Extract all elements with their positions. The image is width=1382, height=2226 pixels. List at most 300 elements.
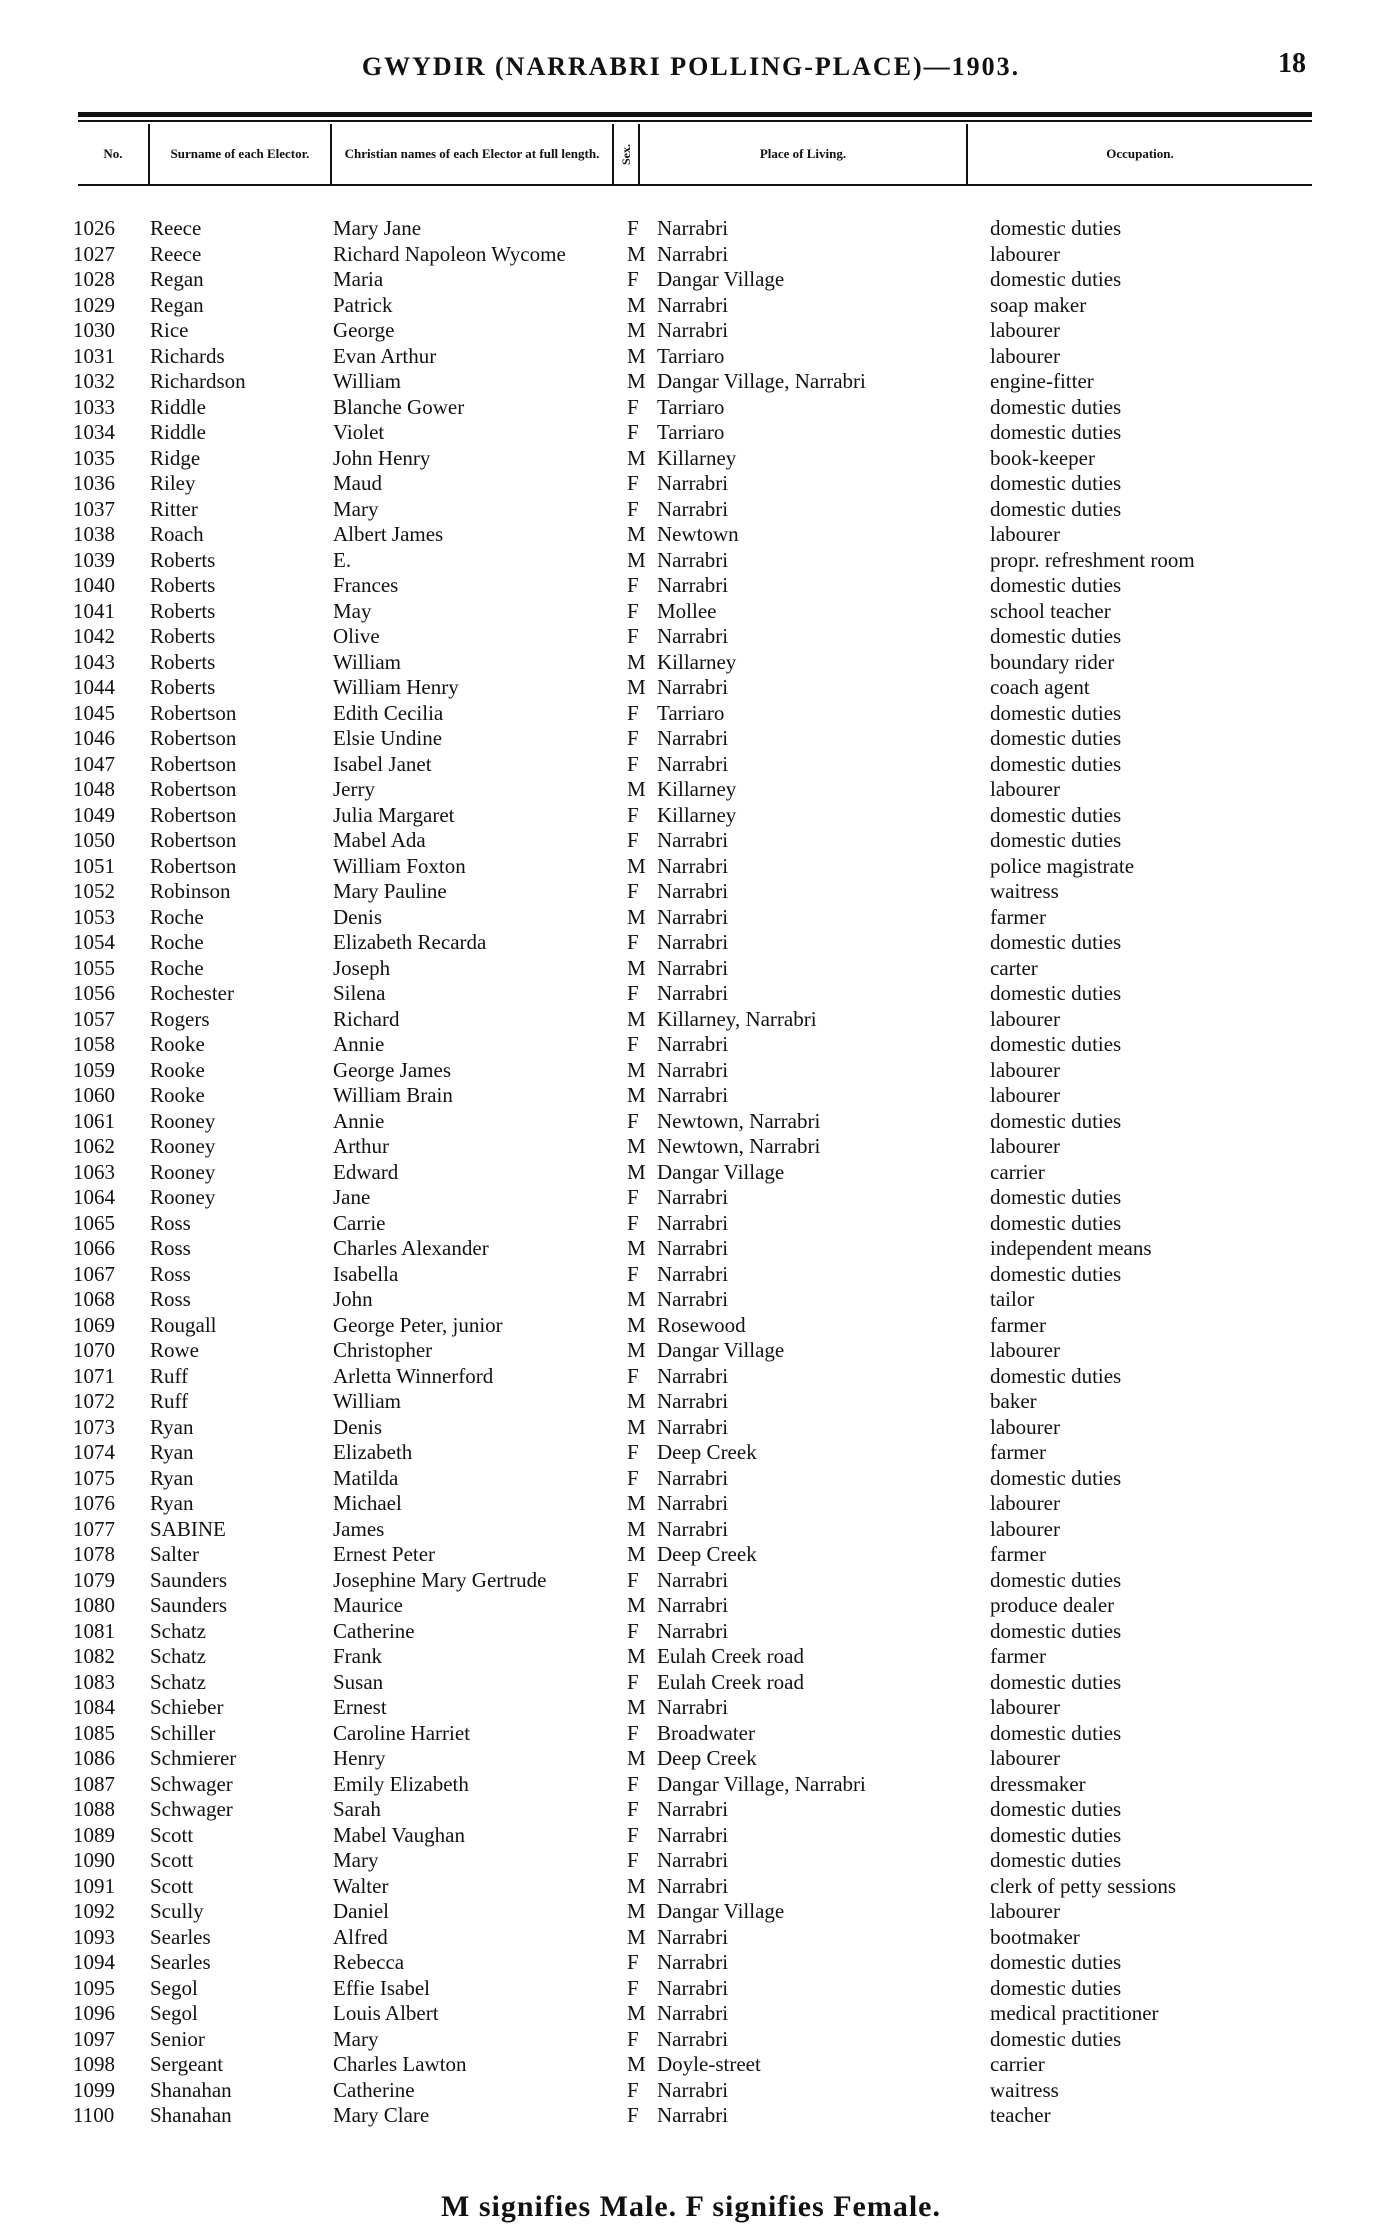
table-row (0, 267, 1382, 293)
elector-place: Mollee (657, 598, 717, 623)
elector-place: Dangar Village, Narrabri (657, 1771, 866, 1796)
elector-sex: F (627, 2026, 639, 2051)
elector-sex: M (627, 1491, 646, 1515)
elector-christian-names: Elsie Undine (333, 726, 443, 750)
elector-number: 1097 (73, 2026, 115, 2051)
elector-occupation: farmer (990, 1312, 1046, 1337)
elector-sex: M (627, 1542, 646, 1566)
elector-sex: F (627, 1363, 639, 1388)
elector-sex: M (627, 1006, 646, 1031)
elector-place: Narrabri (657, 1083, 729, 1107)
elector-place: Narrabri (657, 1873, 729, 1898)
elector-surname: Ross (150, 1210, 191, 1235)
elector-sex: M (627, 1159, 646, 1184)
elector-number: 1033 (73, 394, 115, 419)
elector-place: Dangar Village (657, 1159, 785, 1184)
elector-christian-names: Charles Lawton (333, 2052, 467, 2076)
elector-christian-names: Patrick (333, 292, 393, 317)
elector-number: 1091 (73, 1873, 115, 1898)
elector-sex: M (627, 1389, 646, 1413)
elector-number: 1049 (73, 802, 115, 827)
elector-christian-names: Josephine Mary Gertrude (333, 1567, 547, 1592)
elector-number: 1070 (73, 1338, 115, 1362)
elector-occupation: carrier (990, 1159, 1045, 1184)
table-row (0, 1746, 1382, 1772)
elector-sex: F (627, 624, 639, 648)
table-row (0, 522, 1382, 548)
elector-place: Deep Creek (657, 1542, 757, 1566)
elector-sex: F (627, 930, 639, 954)
elector-christian-names: Emily Elizabeth (333, 1771, 469, 1796)
elector-sex: M (627, 777, 646, 801)
elector-occupation: police magistrate (990, 853, 1135, 878)
elector-christian-names: Daniel (333, 1899, 389, 1923)
header-surname: Surname of each Elector. (170, 146, 310, 161)
elector-surname: Rowe (150, 1338, 199, 1362)
elector-number: 1081 (73, 1618, 115, 1643)
elector-christian-names: Jane (333, 1185, 371, 1209)
table-row (0, 318, 1382, 344)
elector-occupation: domestic duties (990, 828, 1122, 852)
elector-surname: Searles (150, 1950, 211, 1974)
elector-place: Narrabri (657, 1261, 729, 1286)
elector-number: 1085 (73, 1720, 115, 1745)
elector-surname: Richardson (150, 369, 246, 393)
table-row (0, 1185, 1382, 1211)
elector-occupation: domestic duties (990, 1822, 1122, 1847)
table-row (0, 548, 1382, 574)
elector-number: 1079 (73, 1567, 115, 1592)
elector-christian-names: Denis (333, 1414, 382, 1439)
elector-place: Narrabri (657, 1593, 729, 1617)
table-row (0, 828, 1382, 854)
elector-christian-names: George Peter, junior (333, 1312, 503, 1337)
table-row (0, 1287, 1382, 1313)
elector-occupation: domestic duties (990, 1848, 1122, 1872)
elector-place: Narrabri (657, 1975, 729, 2000)
table-row (0, 726, 1382, 752)
elector-sex: F (627, 394, 639, 419)
elector-place: Narrabri (657, 241, 729, 266)
table-row (0, 471, 1382, 497)
elector-christian-names: Charles Alexander (333, 1236, 489, 1260)
elector-number: 1084 (73, 1695, 115, 1719)
table-row (0, 1338, 1382, 1364)
elector-sex: F (627, 1720, 639, 1745)
elector-surname: Rooke (150, 1057, 205, 1082)
elector-sex: M (627, 649, 646, 674)
elector-christian-names: Jerry (333, 777, 375, 801)
elector-occupation: independent means (990, 1236, 1152, 1260)
elector-surname: Schiller (150, 1720, 216, 1745)
elector-sex: F (627, 1618, 639, 1643)
elector-christian-names: William Henry (333, 675, 459, 699)
elector-surname: Richards (150, 343, 225, 368)
header-occupation: Occupation. (1106, 146, 1174, 161)
elector-surname: Roberts (150, 624, 216, 648)
elector-sex: F (627, 1261, 639, 1286)
table-row (0, 1313, 1382, 1339)
elector-place: Narrabri (657, 853, 729, 878)
elector-occupation: teacher (990, 2103, 1051, 2127)
table-row (0, 1950, 1382, 1976)
table-row (0, 216, 1382, 242)
elector-christian-names: Elizabeth (333, 1440, 413, 1464)
elector-surname: Schatz (150, 1618, 206, 1643)
elector-sex: M (627, 2052, 646, 2076)
elector-occupation: produce dealer (990, 1593, 1115, 1617)
elector-surname: Segol (150, 2001, 198, 2025)
elector-surname: Riley (150, 471, 196, 495)
elector-place: Killarney (657, 802, 737, 827)
elector-surname: Searles (150, 1924, 211, 1949)
elector-occupation: baker (990, 1389, 1037, 1413)
elector-occupation: domestic duties (990, 1567, 1122, 1592)
elector-place: Narrabri (657, 1185, 729, 1209)
elector-occupation: labourer (990, 1083, 1060, 1107)
elector-surname: Ross (150, 1261, 191, 1286)
elector-sex: M (627, 2001, 646, 2025)
elector-christian-names: James (333, 1516, 385, 1541)
elector-sex: F (627, 1210, 639, 1235)
elector-surname: Robertson (150, 828, 237, 852)
elector-occupation: soap maker (990, 292, 1087, 317)
elector-sex: M (627, 318, 646, 342)
elector-surname: Shanahan (150, 2103, 232, 2127)
elector-occupation: waitress (990, 2077, 1059, 2102)
elector-number: 1082 (73, 1644, 115, 1668)
table-row (0, 1823, 1382, 1849)
header-no: No. (103, 146, 123, 161)
elector-place: Narrabri (657, 1618, 729, 1643)
elector-sex: F (627, 1797, 639, 1821)
elector-christian-names: Denis (333, 904, 382, 929)
elector-surname: Schatz (150, 1669, 206, 1694)
elector-sex: M (627, 1134, 646, 1158)
elector-occupation: domestic duties (990, 1669, 1122, 1694)
table-row (0, 879, 1382, 905)
elector-surname: Roche (150, 930, 204, 954)
table-row (0, 1644, 1382, 1670)
elector-occupation: farmer (990, 1542, 1046, 1566)
elector-christian-names: Frank (333, 1644, 382, 1668)
elector-number: 1057 (73, 1006, 115, 1031)
table-row (0, 420, 1382, 446)
elector-sex: F (627, 1567, 639, 1592)
elector-number: 1044 (73, 675, 115, 699)
elector-sex: M (627, 1695, 646, 1719)
elector-place: Narrabri (657, 471, 729, 495)
elector-place: Dangar Village (657, 267, 785, 291)
elector-sex: M (627, 547, 646, 572)
elector-surname: Senior (150, 2026, 205, 2051)
elector-surname: Scully (150, 1899, 204, 1923)
elector-christian-names: Richard (333, 1006, 400, 1031)
elector-surname: Schieber (150, 1695, 224, 1719)
elector-number: 1050 (73, 828, 115, 852)
elector-christian-names: Walter (333, 1873, 389, 1898)
elector-place: Narrabri (657, 1287, 729, 1311)
table-row (0, 675, 1382, 701)
elector-place: Narrabri (657, 751, 729, 776)
elector-christian-names: Joseph (333, 955, 391, 980)
table-row (0, 1211, 1382, 1237)
elector-occupation: bootmaker (990, 1924, 1080, 1949)
elector-sex: M (627, 1873, 646, 1898)
table-row (0, 1491, 1382, 1517)
elector-number: 1028 (73, 267, 115, 291)
elector-place: Eulah Creek road (657, 1669, 804, 1694)
elector-place: Narrabri (657, 1950, 729, 1974)
elector-surname: Scott (150, 1822, 194, 1847)
table-row (0, 599, 1382, 625)
elector-surname: Ridge (150, 445, 201, 470)
elector-place: Narrabri (657, 1567, 729, 1592)
elector-occupation: domestic duties (990, 1797, 1122, 1821)
elector-number: 1087 (73, 1771, 115, 1796)
elector-sex: M (627, 1899, 646, 1923)
footnote: M signifies Male. F signifies Female. (441, 2190, 941, 2223)
elector-occupation: domestic duties (990, 1032, 1122, 1056)
elector-sex: M (627, 1338, 646, 1362)
elector-christian-names: Maurice (333, 1593, 403, 1617)
elector-surname: Rogers (150, 1006, 210, 1031)
elector-surname: Schmierer (150, 1746, 237, 1770)
elector-place: Dangar Village, Narrabri (657, 369, 866, 393)
elector-place: Narrabri (657, 2103, 729, 2127)
elector-number: 1067 (73, 1261, 115, 1286)
elector-number: 1092 (73, 1899, 115, 1923)
elector-occupation: coach agent (990, 675, 1090, 699)
table-row (0, 905, 1382, 931)
table-row (0, 981, 1382, 1007)
elector-sex: F (627, 751, 639, 776)
elector-surname: Riddle (150, 394, 206, 419)
elector-surname: Rooney (150, 1108, 216, 1133)
elector-number: 1068 (73, 1287, 115, 1311)
elector-place: Narrabri (657, 1363, 729, 1388)
elector-sex: F (627, 1032, 639, 1056)
elector-place: Tarriaro (657, 394, 725, 419)
elector-place: Narrabri (657, 1210, 729, 1235)
elector-occupation: domestic duties (990, 1108, 1122, 1133)
elector-occupation: labourer (990, 1899, 1060, 1923)
elector-occupation: domestic duties (990, 394, 1122, 419)
elector-sex: M (627, 1236, 646, 1260)
elector-number: 1034 (73, 420, 115, 444)
elector-occupation: labourer (990, 522, 1060, 546)
elector-occupation: domestic duties (990, 1363, 1122, 1388)
elector-surname: Riddle (150, 420, 206, 444)
table-row (0, 1466, 1382, 1492)
elector-number: 1027 (73, 241, 115, 266)
elector-christian-names: Mary Jane (333, 216, 422, 240)
elector-occupation: labourer (990, 1338, 1060, 1362)
elector-occupation: domestic duties (990, 420, 1122, 444)
elector-number: 1060 (73, 1083, 115, 1107)
elector-surname: Schwager (150, 1797, 233, 1821)
elector-christian-names: Elizabeth Recarda (333, 930, 487, 954)
table-row (0, 1236, 1382, 1262)
elector-sex: F (627, 1440, 639, 1464)
elector-place: Narrabri (657, 2026, 729, 2051)
elector-surname: Roberts (150, 675, 216, 699)
elector-occupation: engine-fitter (990, 369, 1094, 393)
header-place: Place of Living. (759, 146, 847, 161)
elector-occupation: labourer (990, 343, 1060, 368)
elector-sex: F (627, 573, 639, 597)
elector-christian-names: George James (333, 1057, 451, 1082)
elector-christian-names: William (333, 369, 401, 393)
elector-occupation: domestic duties (990, 1261, 1122, 1286)
elector-christian-names: Rebecca (333, 1950, 405, 1974)
elector-number: 1099 (73, 2077, 115, 2102)
elector-christian-names: Carrie (333, 1210, 386, 1235)
elector-place: Narrabri (657, 1057, 729, 1082)
elector-occupation: labourer (990, 241, 1060, 266)
elector-number: 1064 (73, 1185, 115, 1209)
elector-sex: F (627, 726, 639, 750)
elector-sex: F (627, 828, 639, 852)
elector-number: 1073 (73, 1414, 115, 1439)
elector-surname: Rougall (150, 1312, 217, 1337)
elector-sex: F (627, 1108, 639, 1133)
elector-number: 1043 (73, 649, 115, 674)
elector-christian-names: E. (333, 547, 352, 572)
table-row (0, 752, 1382, 778)
elector-place: Narrabri (657, 2001, 729, 2025)
elector-surname: Reece (150, 241, 202, 266)
elector-number: 1029 (73, 292, 115, 317)
elector-place: Narrabri (657, 1924, 729, 1949)
elector-christian-names: Olive (333, 624, 380, 648)
elector-number: 1048 (73, 777, 115, 801)
elector-occupation: labourer (990, 1695, 1060, 1719)
table-row (0, 803, 1382, 829)
elector-christian-names: Arletta Winnerford (333, 1363, 494, 1388)
elector-sex: M (627, 241, 646, 266)
table-row (0, 1032, 1382, 1058)
elector-place: Narrabri (657, 1797, 729, 1821)
elector-surname: Roche (150, 955, 204, 980)
elector-place: Doyle-street (657, 2052, 761, 2076)
elector-place: Newtown (657, 522, 739, 546)
elector-christian-names: William (333, 1389, 401, 1413)
elector-sex: M (627, 522, 646, 546)
elector-sex: M (627, 343, 646, 368)
elector-surname: Roberts (150, 649, 216, 674)
elector-place: Narrabri (657, 573, 729, 597)
elector-christian-names: Mary (333, 496, 379, 521)
elector-sex: M (627, 1516, 646, 1541)
elector-number: 1071 (73, 1363, 115, 1388)
elector-place: Narrabri (657, 496, 729, 521)
elector-place: Tarriaro (657, 700, 725, 725)
elector-number: 1072 (73, 1389, 115, 1413)
elector-surname: Roberts (150, 573, 216, 597)
elector-christian-names: Sarah (333, 1797, 381, 1821)
elector-occupation: labourer (990, 1057, 1060, 1082)
elector-place: Tarriaro (657, 420, 725, 444)
elector-surname: Roberts (150, 598, 216, 623)
table-row (0, 1160, 1382, 1186)
elector-sex: F (627, 267, 639, 291)
elector-christian-names: Mabel Ada (333, 828, 426, 852)
table-row (0, 1517, 1382, 1543)
elector-place: Deep Creek (657, 1440, 757, 1464)
elector-surname: Roche (150, 904, 204, 929)
table-row (0, 930, 1382, 956)
elector-christian-names: George (333, 318, 395, 342)
elector-occupation: domestic duties (990, 802, 1122, 827)
elector-christian-names: Arthur (333, 1134, 389, 1158)
elector-christian-names: Ernest Peter (333, 1542, 436, 1566)
table-row (0, 1721, 1382, 1747)
elector-place: Narrabri (657, 1389, 729, 1413)
elector-place: Tarriaro (657, 343, 725, 368)
table-row (0, 2078, 1382, 2104)
elector-number: 1046 (73, 726, 115, 750)
elector-number: 1100 (73, 2103, 115, 2127)
elector-surname: Saunders (150, 1567, 227, 1592)
table-row (0, 1593, 1382, 1619)
elector-number: 1089 (73, 1822, 115, 1847)
elector-christian-names: Matilda (333, 1465, 399, 1490)
elector-sex: M (627, 955, 646, 980)
elector-sex: M (627, 292, 646, 317)
elector-place: Narrabri (657, 1032, 729, 1056)
elector-occupation: clerk of petty sessions (990, 1873, 1177, 1898)
elector-place: Narrabri (657, 879, 729, 903)
elector-christian-names: William (333, 649, 401, 674)
elector-surname: Ryan (150, 1440, 194, 1464)
elector-occupation: medical practitioner (990, 2001, 1159, 2025)
elector-place: Killarney (657, 777, 737, 801)
table-row (0, 1058, 1382, 1084)
elector-sex: M (627, 904, 646, 929)
elector-number: 1074 (73, 1440, 115, 1464)
elector-christian-names: Albert James (333, 522, 444, 546)
table-row (0, 1568, 1382, 1594)
elector-christian-names: Louis Albert (333, 2001, 439, 2025)
elector-number: 1094 (73, 1950, 115, 1974)
table-row (0, 1925, 1382, 1951)
elector-occupation: farmer (990, 904, 1046, 929)
elector-surname: Ross (150, 1236, 191, 1260)
elector-occupation: domestic duties (990, 471, 1122, 495)
elector-occupation: domestic duties (990, 496, 1122, 521)
elector-surname: Scott (150, 1873, 194, 1898)
elector-sex: M (627, 1924, 646, 1949)
elector-number: 1038 (73, 522, 115, 546)
table-row (0, 395, 1382, 421)
elector-occupation: domestic duties (990, 700, 1122, 725)
elector-number: 1032 (73, 369, 115, 393)
elector-sex: F (627, 216, 639, 240)
table-row (0, 369, 1382, 395)
elector-sex: F (627, 700, 639, 725)
table-row (0, 1797, 1382, 1823)
elector-christian-names: Edith Cecilia (333, 700, 444, 725)
elector-sex: M (627, 675, 646, 699)
elector-occupation: boundary rider (990, 649, 1115, 674)
elector-sex: F (627, 2077, 639, 2102)
elector-place: Killarney, Narrabri (657, 1006, 817, 1031)
elector-surname: Ryan (150, 1465, 194, 1490)
elector-place: Narrabri (657, 1236, 729, 1260)
elector-number: 1083 (73, 1669, 115, 1694)
elector-sex: F (627, 2103, 639, 2127)
